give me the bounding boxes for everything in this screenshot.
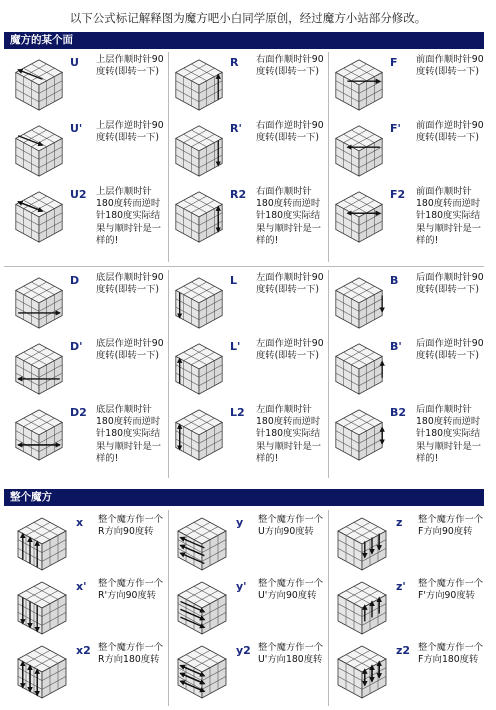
move-description: 前面作顺时针180度转而逆时针180度实际结果与顺时针是一样的! <box>416 186 482 246</box>
column-divider <box>168 52 169 262</box>
move-cell <box>324 118 484 188</box>
move-description: 右面作逆时针90度转(即转一下) <box>256 120 324 144</box>
page-caption: 以下公式标记解释图为魔方吧小白同学原创，经过魔方小站部分修改。 <box>69 11 427 25</box>
whole-move-cell <box>4 512 164 578</box>
cube-z-prime-icon <box>332 576 392 638</box>
move-description: 上层作顺时针90度转(即转一下) <box>96 54 164 78</box>
column-divider <box>328 510 329 706</box>
whole-move-cell <box>324 512 484 578</box>
move-code: U' <box>70 122 83 135</box>
cube-D-icon <box>10 274 68 330</box>
cube-L-icon <box>170 274 228 330</box>
move-cell <box>4 184 164 254</box>
move-code: y2 <box>236 644 251 657</box>
section-title-whole: 整个魔方 <box>4 489 484 506</box>
move-code: D2 <box>70 406 87 419</box>
move-code: U <box>70 56 79 69</box>
move-code: D <box>70 274 80 287</box>
move-cell <box>164 270 324 340</box>
move-description: 左面作逆时针90度转(即转一下) <box>256 338 324 362</box>
move-description: 整个魔方作一个R'方向90度转 <box>98 578 164 602</box>
move-description: 前面作顺时针90度转(即转一下) <box>416 54 484 78</box>
move-description: 后面作顺时针90度转(即转一下) <box>416 272 484 296</box>
cube-B-prime-icon <box>330 340 388 396</box>
cube-U-icon <box>10 56 68 112</box>
move-description: 整个魔方作一个F方向180度转 <box>418 642 484 666</box>
move-code: D' <box>70 340 83 353</box>
cube-F-prime-icon <box>330 122 388 178</box>
move-description: 右面作顺时针180度转而逆时针180度实际结果与顺时针是一样的! <box>256 186 322 246</box>
move-description: 底层作顺时针180度转而逆时针180度实际结果与顺时针是一样的! <box>96 404 162 464</box>
move-cell <box>4 336 164 406</box>
cube-z2-icon <box>332 640 392 702</box>
move-description: 左面作顺时针180度转而逆时针180度实际结果与顺时针是一样的! <box>256 404 322 464</box>
cube-x-prime-icon <box>12 576 72 638</box>
move-code: x <box>76 516 84 529</box>
move-code: U2 <box>70 188 87 201</box>
cube-F2-icon <box>330 188 388 244</box>
move-cell <box>324 402 484 472</box>
move-code: y <box>236 516 244 529</box>
move-description: 整个魔方作一个R方向180度转 <box>98 642 164 666</box>
cube-z-icon <box>332 512 392 574</box>
whole-move-cell <box>4 576 164 642</box>
move-cell <box>164 184 324 254</box>
move-code: R' <box>230 122 242 135</box>
cube-y2-icon <box>172 640 232 702</box>
whole-move-cell <box>164 576 324 642</box>
move-code: F' <box>390 122 401 135</box>
move-code: z <box>396 516 403 529</box>
cube-D-prime-icon <box>10 340 68 396</box>
cube-y-prime-icon <box>172 576 232 638</box>
move-cell <box>4 52 164 122</box>
move-cell <box>164 336 324 406</box>
move-description: 后面作顺时针180度转而逆时针180度实际结果与顺时针是一样的! <box>416 404 482 464</box>
cube-F-icon <box>330 56 388 112</box>
section-title-face: 魔方的某个面 <box>4 32 484 49</box>
move-code: x' <box>76 580 87 593</box>
move-cell <box>164 402 324 472</box>
whole-move-cell <box>164 512 324 578</box>
cube-y-icon <box>172 512 232 574</box>
cube-L-prime-icon <box>170 340 228 396</box>
move-cell <box>324 52 484 122</box>
move-description: 整个魔方作一个F方向90度转 <box>418 514 484 538</box>
move-description: 整个魔方作一个U方向90度转 <box>258 514 324 538</box>
column-divider <box>328 52 329 262</box>
move-description: 前面作逆时针90度转(即转一下) <box>416 120 484 144</box>
move-code: z2 <box>396 644 411 657</box>
move-description: 上层作逆时针90度转(即转一下) <box>96 120 164 144</box>
whole-move-cell <box>324 576 484 642</box>
whole-move-cell <box>4 640 164 706</box>
move-description: 后面作逆时针90度转(即转一下) <box>416 338 484 362</box>
move-cell <box>4 402 164 472</box>
move-description: 底层作逆时针90度转(即转一下) <box>96 338 164 362</box>
cube-x2-icon <box>12 640 72 702</box>
cube-L2-icon <box>170 406 228 462</box>
move-description: 上层作顺时针180度转而逆时针180度实际结果与顺时针是一样的! <box>96 186 162 246</box>
move-cell <box>164 52 324 122</box>
move-code: L2 <box>230 406 245 419</box>
move-description: 整个魔方作一个U'方向180度转 <box>258 642 324 666</box>
cube-B2-icon <box>330 406 388 462</box>
move-code: L' <box>230 340 241 353</box>
move-code: z' <box>396 580 406 593</box>
move-code: F2 <box>390 188 406 201</box>
move-cell <box>164 118 324 188</box>
cube-D2-icon <box>10 406 68 462</box>
cube-U2-icon <box>10 188 68 244</box>
move-description: 整个魔方作一个U'方向90度转 <box>258 578 324 602</box>
whole-move-cell <box>164 640 324 706</box>
move-description: 左面作顺时针90度转(即转一下) <box>256 272 324 296</box>
move-cell <box>324 184 484 254</box>
move-cell <box>324 336 484 406</box>
move-code: F <box>390 56 398 69</box>
column-divider <box>328 270 329 478</box>
cube-R2-icon <box>170 188 228 244</box>
move-code: R2 <box>230 188 247 201</box>
move-code: x2 <box>76 644 91 657</box>
move-description: 右面作顺时针90度转(即转一下) <box>256 54 324 78</box>
move-cell <box>4 270 164 340</box>
cube-U-prime-icon <box>10 122 68 178</box>
move-cell <box>4 118 164 188</box>
move-description: 底层作顺时针90度转(即转一下) <box>96 272 164 296</box>
move-code: R <box>230 56 239 69</box>
move-code: y' <box>236 580 247 593</box>
move-description: 整个魔方作一个F'方向90度转 <box>418 578 484 602</box>
column-divider <box>168 270 169 478</box>
cube-R-icon <box>170 56 228 112</box>
row-divider <box>4 266 484 267</box>
move-code: B' <box>390 340 402 353</box>
column-divider <box>168 510 169 706</box>
whole-move-cell <box>324 640 484 706</box>
move-code: L <box>230 274 238 287</box>
move-cell <box>324 270 484 340</box>
move-description: 整个魔方作一个R方向90度转 <box>98 514 164 538</box>
cube-B-icon <box>330 274 388 330</box>
cube-x-icon <box>12 512 72 574</box>
cube-R-prime-icon <box>170 122 228 178</box>
move-code: B2 <box>390 406 407 419</box>
move-code: B <box>390 274 399 287</box>
